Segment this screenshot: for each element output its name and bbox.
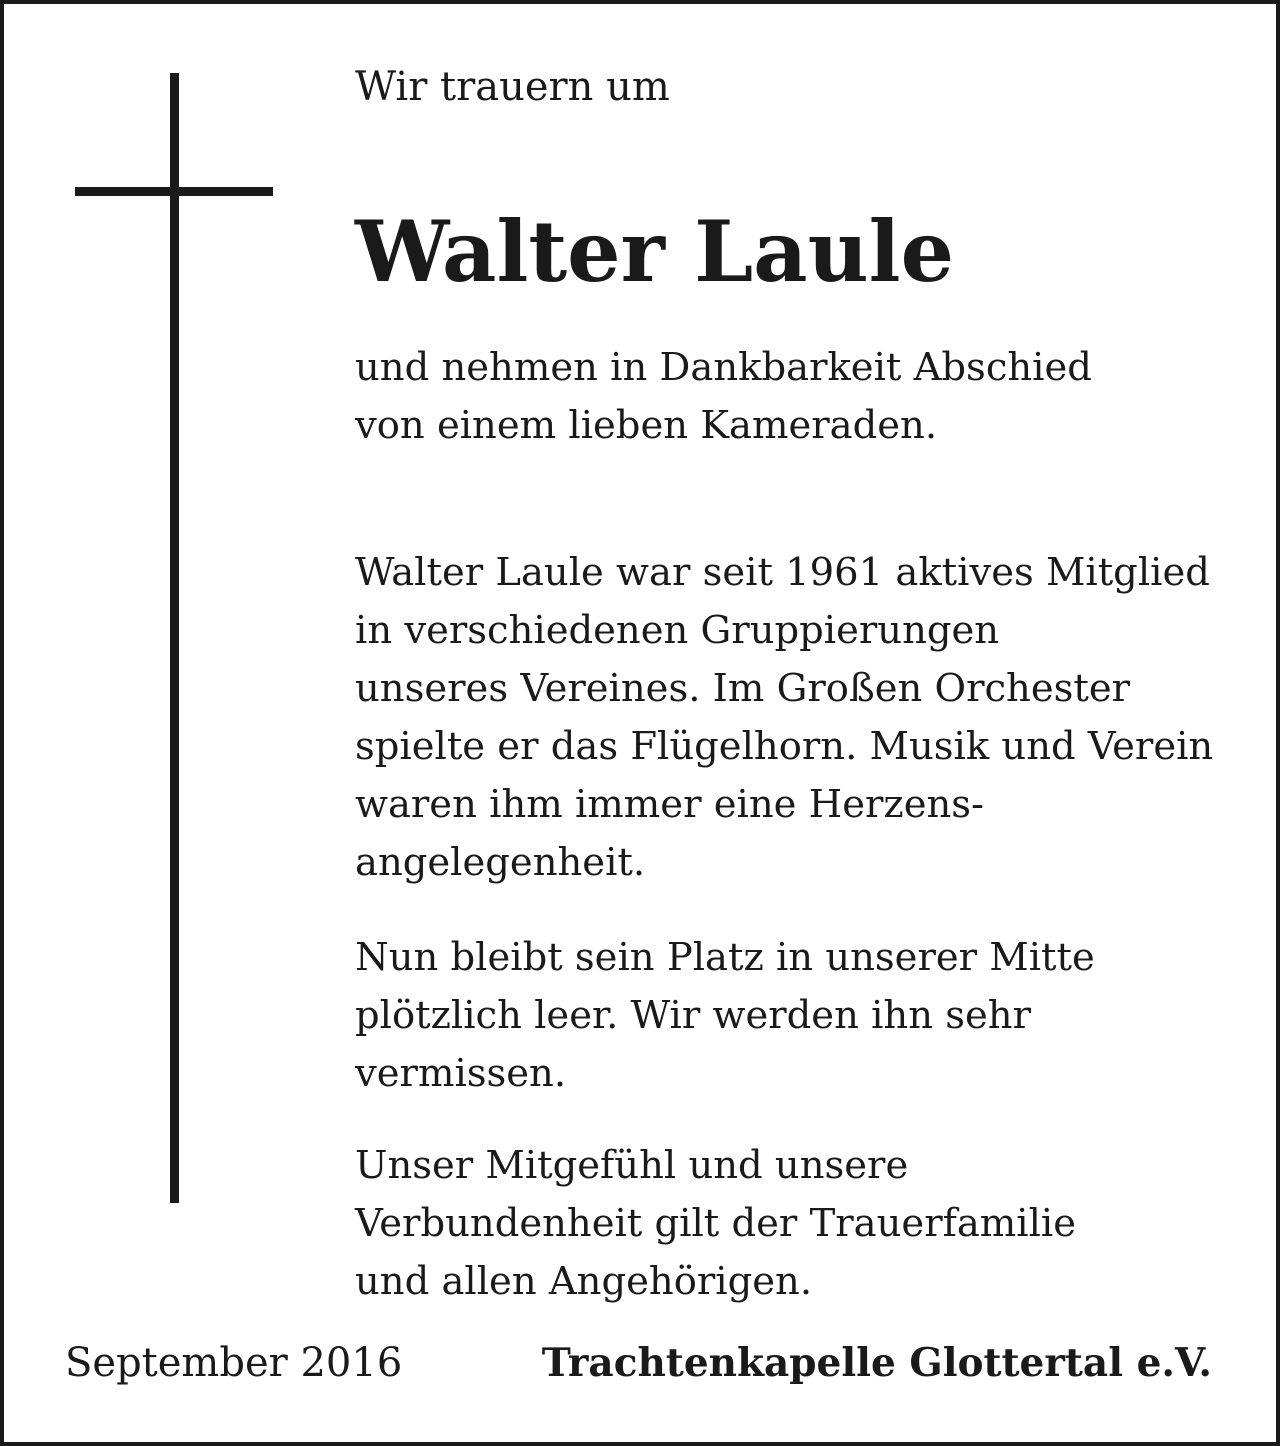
intro-text: Wir trauern um	[355, 64, 670, 110]
cross-horizontal-bar	[75, 187, 273, 196]
cross-vertical-bar	[170, 73, 179, 1203]
paragraph-line: vermissen.	[355, 1051, 567, 1096]
paragraph-condolence	[355, 1137, 1076, 1311]
paragraph-biography	[355, 544, 1213, 892]
paragraph-remembrance	[355, 929, 1095, 1103]
paragraph-line: und nehmen in Dankbarkeit Abschied	[355, 345, 1092, 390]
organization-name: Trachtenkapelle Glottertal e.V.	[541, 1340, 1212, 1386]
paragraph-line: unseres Vereines. Im Großen Orchester	[355, 666, 1131, 711]
paragraph-line: Nun bleibt sein Platz in unserer Mitte	[355, 935, 1095, 980]
paragraph-line: plötzlich leer. Wir werden ihn sehr	[355, 993, 1031, 1038]
paragraph-line: spielte er das Flügelhorn. Musik und Verein	[355, 724, 1214, 769]
paragraph-line: Unser Mitgefühl und unsere	[355, 1143, 909, 1188]
paragraph-line: in verschiedenen Gruppierungen	[355, 608, 1000, 653]
paragraph-line: von einem lieben Kameraden.	[355, 403, 938, 448]
paragraph-line: Walter Laule war seit 1961 aktives Mitglied	[355, 550, 1210, 595]
paragraph-farewell	[355, 339, 1092, 455]
paragraph-line: waren ihm immer eine Herzens-	[355, 782, 985, 827]
notice-date: September 2016	[65, 1340, 403, 1386]
paragraph-line: Verbundenheit gilt der Trauerfamilie	[355, 1201, 1077, 1246]
notice-content	[355, 58, 1235, 1304]
deceased-name: Walter Laule	[355, 202, 955, 301]
paragraph-line: und allen Angehörigen.	[355, 1259, 813, 1304]
paragraph-line: angelegenheit.	[355, 840, 646, 885]
